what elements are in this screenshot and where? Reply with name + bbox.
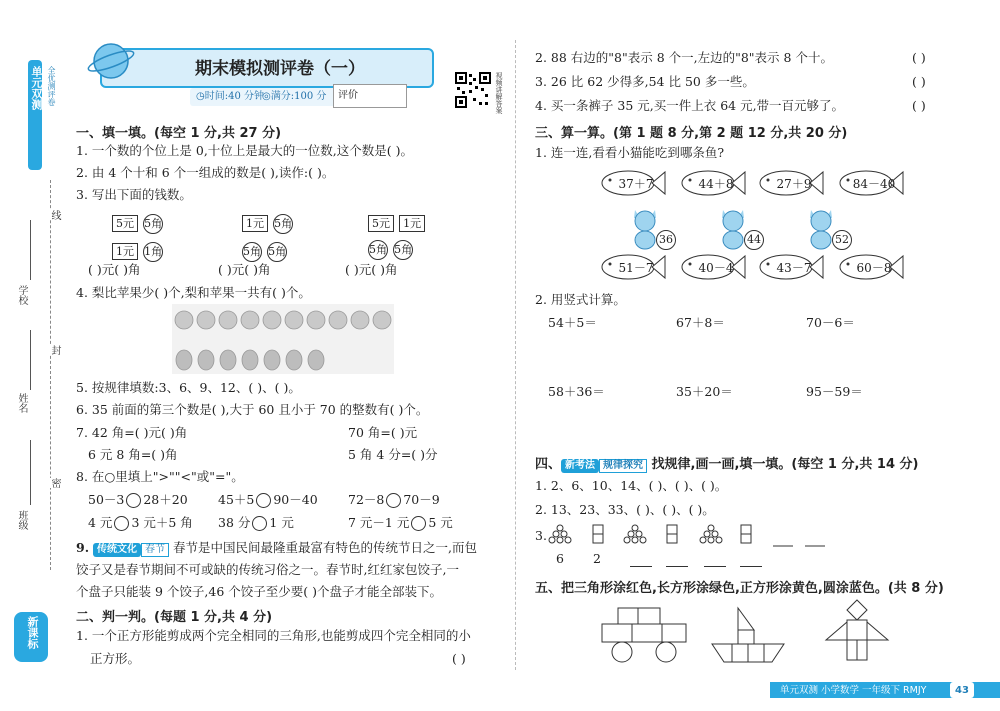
s1-q5: 5. 按规律填数:3、6、9、12、( )、( )。 xyxy=(76,380,301,395)
money-note: 5元 xyxy=(112,215,138,232)
s1-q9-line1: 9. 传统文化 春节 春节是中国民间最隆重最富有特色的传统节日之一,而包 xyxy=(76,540,478,555)
cmp-3: 72－8 70－9 xyxy=(348,492,440,507)
name-underline xyxy=(30,330,31,390)
planet-icon xyxy=(86,36,136,86)
cat-3[interactable] xyxy=(806,206,856,250)
s1-q1: 1. 一个数的个位上是 0,十位上是最大的一位数,这个数是( )。 xyxy=(76,143,414,158)
s2-q4-paren[interactable]: ( ) xyxy=(912,98,926,113)
pattern-tag: 规律探究 xyxy=(599,459,647,473)
page-title: 期末模拟测评卷（一） xyxy=(195,59,365,79)
compare-circle[interactable] xyxy=(126,493,141,508)
spine-school: 学校 xyxy=(16,285,27,305)
s1-q7a: 7. 42 角=( )元( )角 xyxy=(76,425,188,440)
money-answer-2[interactable]: ( )元( )角 xyxy=(218,262,271,277)
bottom-logo-text: 新课标 xyxy=(26,616,39,649)
fish-top-2[interactable]: 44＋8 xyxy=(680,168,746,198)
s4-q2: 2. 13、23、33、( )、( )、( )。 xyxy=(535,502,715,517)
s4-q3-no: 3. xyxy=(535,528,547,543)
spine-mi: 密 xyxy=(49,478,60,488)
cmp-4: 4 元 3 元＋5 角 xyxy=(88,515,193,530)
spine-brand-sub: 全优测评卷 xyxy=(47,66,56,106)
score-icon: ◎ xyxy=(262,91,271,102)
s1-q3: 3. 写出下面的钱数。 xyxy=(76,187,192,202)
s1-q7b: 70 角=( )元 xyxy=(348,425,418,440)
cat-1[interactable] xyxy=(630,206,680,250)
qr-caption: 视频讲解答案 xyxy=(495,72,503,114)
s1-q7d: 5 角 4 分=( )分 xyxy=(348,447,438,462)
money-coin: 5角 xyxy=(368,240,388,260)
s1-q9-line2: 饺子又是春节期间不可或缺的传统习俗之一。春节时,红红家包饺子,一 xyxy=(76,562,459,577)
s2-q2: 2. 88 右边的"8"表示 8 个一,左边的"8"表示 8 个十。 xyxy=(535,50,833,65)
pattern-num-2: 2 xyxy=(593,551,601,566)
compare-circle[interactable] xyxy=(256,493,271,508)
pattern-num-1: 6 xyxy=(556,551,564,566)
calc-5[interactable]: 35＋20＝ xyxy=(676,384,733,399)
s1-heading: 一、填一填。(每空 1 分,共 27 分) xyxy=(76,126,282,141)
s4-heading: 四、 新考法 规律探究 找规律,画一画,填一填。(每空 1 分,共 14 分) xyxy=(535,457,919,472)
money-coin: 5角 xyxy=(242,242,262,262)
fish-bottom-3[interactable]: 43－7 xyxy=(758,252,824,282)
shape-boat[interactable] xyxy=(708,604,788,666)
footer-text: 单元双测 小学数学 一年级下 RMJY xyxy=(780,685,927,696)
clock-icon: ◷ xyxy=(196,91,205,102)
calc-2[interactable]: 67＋8＝ xyxy=(676,315,725,330)
s1-q2: 2. 由 4 个十和 6 个一组成的数是( ),读作:( )。 xyxy=(76,165,335,180)
s2-q4: 4. 买一条裤子 35 元,买一件上衣 64 元,带一百元够了。 xyxy=(535,98,845,113)
calc-3[interactable]: 70－6＝ xyxy=(806,315,855,330)
compare-circle[interactable] xyxy=(411,516,426,531)
s2-q1-paren[interactable]: ( ) xyxy=(452,651,466,666)
spine-feng: 封 xyxy=(49,345,60,355)
s2-q3-paren[interactable]: ( ) xyxy=(912,74,926,89)
s2-q1-line1: 1. 一个正方形能剪成两个完全相同的三角形,也能剪成四个完全相同的小 xyxy=(76,628,471,643)
traditional-culture-tag: 传统文化 xyxy=(93,543,141,557)
calc-4[interactable]: 58＋36＝ xyxy=(548,384,605,399)
spine-name: 姓名 xyxy=(16,393,27,413)
money-coin: 5角 xyxy=(143,214,163,234)
money-coin: 5角 xyxy=(393,240,413,260)
money-coin: 1角 xyxy=(143,242,163,262)
money-note: 1元 xyxy=(242,215,268,232)
qr-code[interactable] xyxy=(455,72,491,108)
cmp-2: 45＋5 90－40 xyxy=(218,492,318,507)
money-coin: 5角 xyxy=(267,242,287,262)
page-divider xyxy=(515,40,516,670)
new-exam-tag: 新考法 xyxy=(561,459,599,473)
shape-robot[interactable] xyxy=(822,598,892,666)
cat-number: 52 xyxy=(832,230,852,250)
school-underline xyxy=(30,220,31,280)
cat-2[interactable] xyxy=(718,206,768,250)
score-info: ◎满分:100 分 xyxy=(262,91,327,102)
cmp-6: 7 元－1 元 5 元 xyxy=(348,515,453,530)
eval-label: 评价 xyxy=(338,90,358,101)
fish-bottom-1[interactable]: 51－7 xyxy=(600,252,666,282)
money-group-1 xyxy=(112,212,182,262)
time-info: ◷时间:40 分钟 xyxy=(196,91,265,102)
s4-q1: 1. 2、6、10、14、( )、( )、( )。 xyxy=(535,478,728,493)
calc-1[interactable]: 54＋5＝ xyxy=(548,315,597,330)
fish-top-3[interactable]: 27＋9 xyxy=(758,168,824,198)
spine-dashed-line xyxy=(50,180,51,570)
spine xyxy=(0,0,72,711)
spine-brand: 单元双测 xyxy=(30,66,43,110)
s2-q2-paren[interactable]: ( ) xyxy=(912,50,926,65)
s1-q4: 4. 梨比苹果少( )个,梨和苹果一共有( )个。 xyxy=(76,285,311,300)
s3-heading: 三、算一算。(第 1 题 8 分,第 2 题 12 分,共 20 分) xyxy=(535,126,848,141)
money-note: 5元 xyxy=(368,215,394,232)
money-group-3 xyxy=(368,212,448,260)
class-underline xyxy=(30,440,31,505)
money-answer-1[interactable]: ( )元( )角 xyxy=(88,262,141,277)
s1-q7c: 6 元 8 角=( )角 xyxy=(88,447,178,462)
s2-heading: 二、判一判。(每题 1 分,共 4 分) xyxy=(76,610,273,625)
s1-q8: 8. 在○里填上">""<"或"="。 xyxy=(76,469,244,484)
money-note: 1元 xyxy=(112,243,138,260)
s3-q2: 2. 用竖式计算。 xyxy=(535,292,626,307)
shape-car[interactable] xyxy=(600,604,690,666)
money-note: 1元 xyxy=(399,215,425,232)
fish-top-4[interactable]: 84－40 xyxy=(838,168,904,198)
compare-circle[interactable] xyxy=(386,493,401,508)
s2-q1-line2: 正方形。 xyxy=(90,651,141,666)
money-group-2 xyxy=(242,212,312,262)
compare-circle[interactable] xyxy=(252,516,267,531)
spring-festival-tag: 春节 xyxy=(141,543,169,557)
fish-top-1[interactable]: 37＋7 xyxy=(600,168,666,198)
cat-number: 44 xyxy=(744,230,764,250)
cmp-1: 50－3 28＋20 xyxy=(88,492,188,507)
s1-q9-line3: 个盘子只能装 9 个饺子,46 个饺子至少要( )个盘子才能全部装下。 xyxy=(76,584,442,599)
money-answer-3[interactable]: ( )元( )角 xyxy=(345,262,398,277)
calc-6[interactable]: 95－59＝ xyxy=(806,384,863,399)
s1-q6: 6. 35 前面的第三个数是( ),大于 60 且小于 70 的整数有( )个。 xyxy=(76,402,429,417)
cmp-5: 38 分 1 元 xyxy=(218,515,294,530)
compare-circle[interactable] xyxy=(114,516,129,531)
apple-row xyxy=(172,304,394,374)
spine-xian: 线 xyxy=(49,210,60,220)
page-number: 43 xyxy=(955,685,969,696)
pattern-figures xyxy=(545,522,835,552)
spine-class: 班级 xyxy=(16,510,27,530)
s2-q3: 3. 26 比 62 少得多,54 比 50 多一些。 xyxy=(535,74,755,89)
fish-bottom-2[interactable]: 40－4 xyxy=(680,252,746,282)
cat-number: 36 xyxy=(656,230,676,250)
s5-heading: 五、把三角形涂红色,长方形涂绿色,正方形涂黄色,圆涂蓝色。(共 8 分) xyxy=(535,581,944,596)
fish-bottom-4[interactable]: 60－8 xyxy=(838,252,904,282)
money-coin: 5角 xyxy=(273,214,293,234)
s3-q1: 1. 连一连,看看小猫能吃到哪条鱼? xyxy=(535,145,725,160)
